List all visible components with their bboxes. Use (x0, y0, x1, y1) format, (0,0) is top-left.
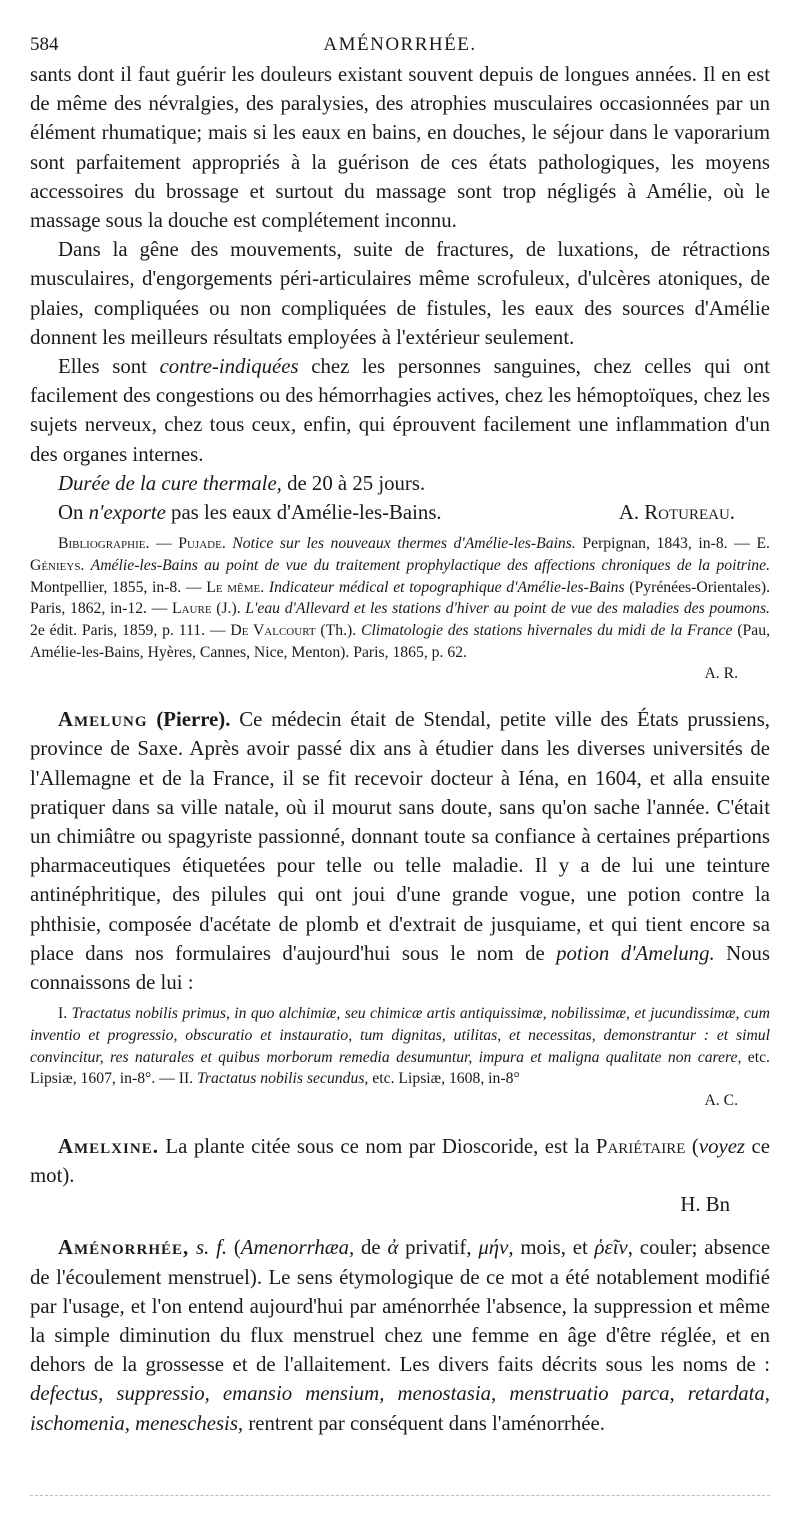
works-list (30, 1003, 770, 1112)
greek-word: ἀ (387, 1236, 399, 1260)
cure-duration: Durée de la cure thermale, de 20 à 25 jours. (58, 471, 426, 495)
bibliography (30, 533, 770, 685)
works-text: I. Tractatus nobilis primus, in quo alchimiæ, seu chimicæ artis antiquissimæ, nobilissimæ, et jucundissimæ, cum inventio et progressio, obscuratio et instauratio, tum dignitas, utilitas, et necessitas, demonstrantur : et simul convincitur, res naturales et quibus morborum remedia desumuntur, impura et maligna qualitate non carere, etc. Lipsiæ, 1607, in-8°. — II. Tractatus nobilis secundus, etc. Lipsiæ, 1608, in-8° (30, 1005, 770, 1088)
emphasis: potion d'Amelung. (556, 941, 715, 965)
bibliography-text: Bibliographie. — Pujade. Notice sur les nouveaux thermes d'Amélie-les-Bains. Perpignan, 1843, in-8. — E. Génieys. Amélie-les-Bains au point de vue du traitement prophylactique des affections chroniques de la poitrine. Montpellier, 1855, in-8. — Le même. Indicateur médical et topographique d'Amélie-les-Bains (Pyrénées-Orientales). Paris, 1862, in-12. — Laure (J.). L'eau d'Allevard et les stations d'hiver au point de vue des maladies des poumons. 2e édit. Paris, 1859, p. 111. — De Valcourt (Th.). Climatologie des stations hivernales du midi de la France (Pau, Amélie-les-Bains, Hyères, Cannes, Nice, Menton). Paris, 1865, p. 62. (30, 535, 771, 661)
paragraph: Amelxine. La plante citée sous ce nom par Dioscoride, est la Pariétaire (voyez ce mot). (30, 1134, 770, 1187)
paragraph: sants dont il faut guérir les douleurs existant souvent depuis de longues années. Il en est de même des névralgies, des paralysies, des atrophies musculaires occasionnées par un élément rhumatique; mais si les eaux en bains, en douches, le séjour dans le vaporarium sont parfaitement appropriés à la guérison de ces états pathologiques, les moyens accessoires du brossage et surtout du massage sont trop négligés à Amélie, où le massage sous la douche est complétement inconnu. (30, 63, 770, 233)
emphasis: n'exporte (88, 501, 166, 525)
footer-rule (30, 1495, 770, 1496)
cross-reference: Pariétaire (595, 1134, 686, 1158)
article-amelxine (30, 1132, 770, 1220)
bibliography-signature: A. R. (704, 665, 738, 683)
paragraph: Dans la gêne des mouvements, suite de fractures, de luxations, de rétractions musculaires, d'engorgements péri-articulaires même scrofuleux, d'ulcères atoniques, de plaies, compliquées ou non compliquées de fistules, les eaux des sources d'Amélie donnent les meilleurs résultats employées à l'extérieur seulement. (30, 238, 770, 349)
headword: Amelung (58, 708, 148, 732)
article-amenorrhee (30, 1233, 770, 1437)
emphasis: contre-indiquées (159, 355, 299, 379)
headword: Aménorrhée, (58, 1236, 190, 1260)
bibliography-label: Bibliographie. (58, 535, 150, 553)
emphasis: defectus, suppressio, emansio mensium, menostasia, menstruatio parca, retardata, ischomenia, meneschesis, (30, 1382, 770, 1435)
article-amelung (30, 705, 770, 997)
running-head: AMÉNORRHÉE. (323, 34, 477, 55)
paragraph: Aménorrhée, s. f. (Amenorrhæa, de ἀ privatif, μήν, mois, et ῥεῖν, couler; absence de l'écoulement menstruel). Le sens étymologique de ce mot a été notablement modifié par l'usage, et l'on entend aujourd'hui par aménorrhée l'absence, la suppression et même la simple diminution du flux menstruel chez une femme en âge d'être réglée, et en dehors de la grossesse et de l'allaitement. Les divers faits décrits sous les noms de : defectus, suppressio, emansio mensium, menostasia, menstruatio parca, retardata, ischomenia, meneschesis, rentrent par conséquent dans l'aménorrhée. (30, 1236, 771, 1435)
greek-word: μήν (478, 1236, 509, 1260)
headword: Amelxine. (58, 1134, 159, 1158)
author-signature: A. Rotureau. (618, 501, 735, 525)
page (30, 30, 770, 1438)
page-number: 584 (30, 34, 59, 55)
greek-word: ῥεῖν (594, 1236, 628, 1260)
emphasis: Durée de la cure thermale, (58, 471, 282, 495)
author-signature: A. C. (704, 1092, 738, 1110)
article-amelie-continued (30, 60, 770, 527)
author-signature: H. Bn (680, 1193, 730, 1217)
paragraph-contraindications: Elles sont contre-indiquées chez les personnes sanguines, chez celles qui ont facilement des congestions ou des hémorrhagies actives, chez les hémoptoïques, chez les sujets nerveux, chez tous ceux, enfin, qui éprouvent facilement une inflammation d'un des organes internes. (30, 355, 770, 466)
export-line: On n'exporte pas les eaux d'Amélie-les-Bains. A. Rotureau. (30, 498, 770, 527)
page-header (30, 30, 770, 60)
paragraph: Amelung (Pierre). Ce médecin était de Stendal, petite ville des États prussiens, province de Saxe. Après avoir passé dix ans à étudier dans les diverses universités de l'Allemagne et de la France, il se fit recevoir docteur à Iéna, en 1604, et alla ensuite pratiquer dans sa ville natale, où il mourut sans doute, sans qu'on sache l'année. C'était un chimiâtre ou spagyriste passionné, donnant toute sa confiance à certaines prépartions pharmaceutiques étiquetées pour telle ou telle maladie. Il y a de lui une teinture antinéphritique, des pilules qui ont joui d'une grande vogue, une potion contre la phthisie, composée d'acétate de plomb et d'extrait de jusquiame, et qui tient encore sa place dans nos formulaires d'aujourd'hui sous le nom de potion d'Amelung. Nous connaissons de lui : (30, 708, 771, 994)
